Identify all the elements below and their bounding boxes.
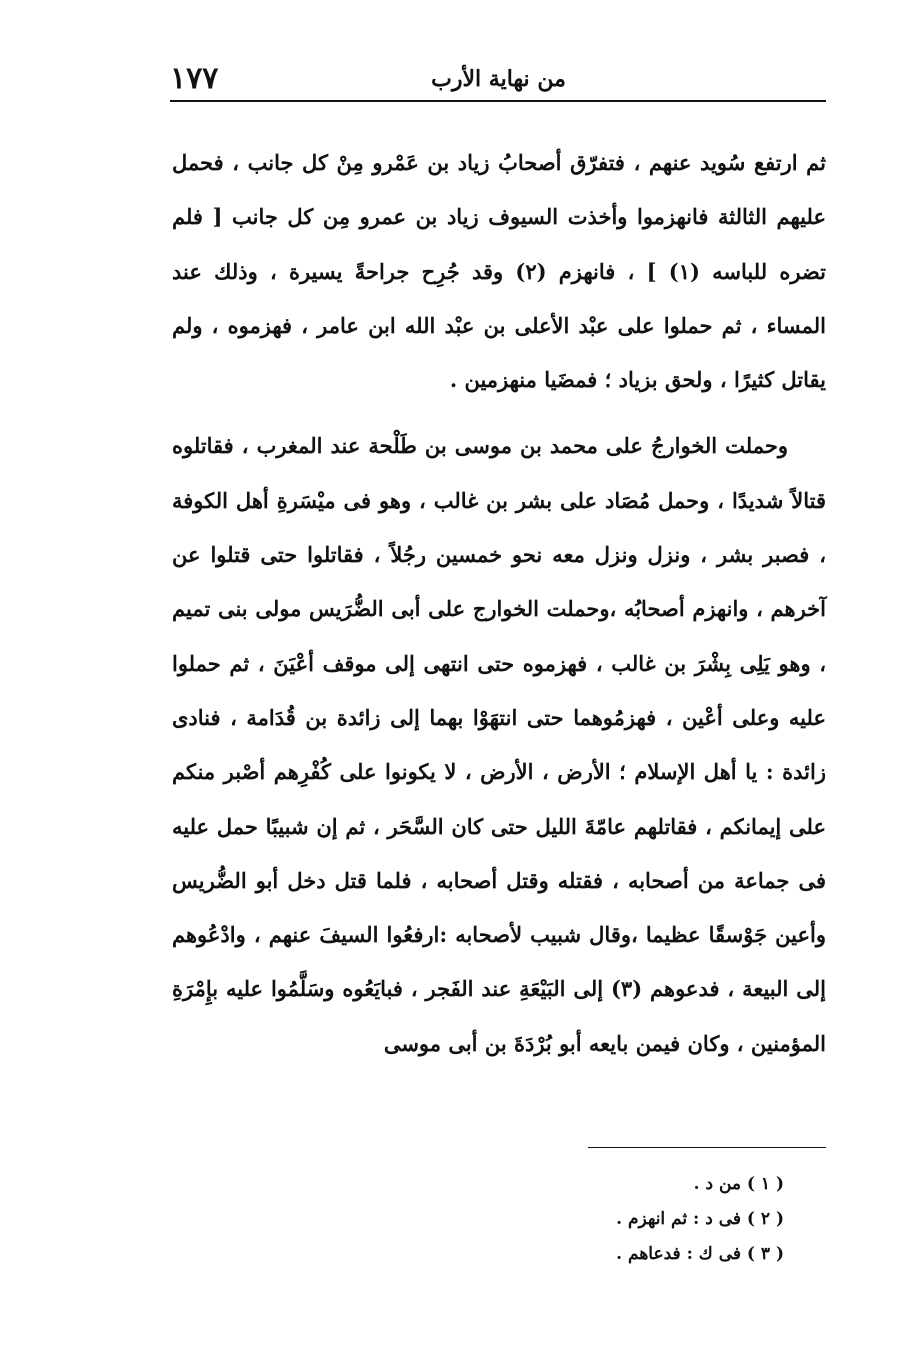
- page-header: [170, 62, 827, 96]
- body-text: [172, 136, 826, 1071]
- footnotes: [520, 1167, 784, 1272]
- page-number: ١٧٧: [170, 61, 219, 96]
- paragraph: وحملت الخوارجُ على محمد بن موسى بن طَلْحة عند المغرب ، فقاتلوه قتالاً شديدًا ، وحمل مُصَاد على بشر بن غالب ، وهو فى ميْسَرةِ أهل الكوفة ، فصبر بشر ، ونزل ونزل معه نحو خمسين رجُلاً ، فقاتلوا حتى قتلوا عن آخرهم ، وانهزم أصحابُه ،وحملت الخوارج على أبى الضُّرَيس مولى بنى تميم ، وهو يَلِى بِشْرَ بن غالب ، فهزموه حتى انتهى إلى موقف أعْيَنَ ، ثم حملوا عليه وعلى أعْين ، فهزمُوهما حتى انتهَوْا بهما إلى زائدة بن قُدَامة ، فنادى زائدة : يا أهل الإسلام ؛ الأرض ، الأرض ، لا يكونوا على كُفْرِهم أصْبر منكم على إيمانكم ، فقاتلهم عامّةَ الليل حتى كان السَّحَر ، ثم إن شبيبًا حمل عليه فى جماعة من أصحابه ، فقتله وقتل أصحابه ، فلما قتل دخل أبو الضُّريس وأعين جَوْسقًا عظيما ،وقال شبيب لأصحابه :ارفعُوا السيفَ عنهم ، وادْعُوهم إلى البيعة ، فدعوهم (٣) إلى البَيْعَةِ عند الفَجر ، فبايَعُوه وسَلَّمُوا عليه بإِمْرَةِ المؤمنين ، وكان فيمن بايعه أبو بُرْدَةَ بن أبى موسى: [172, 433, 827, 1056]
- footnote: ( ٣ ) فى ك : فدعاهم .: [616, 1244, 784, 1264]
- paragraph: ثم ارتفع سُويد عنهم ، فتفرّق أصحابُ زياد بن عَمْرو مِنْ كل جانب ، فحمل عليهم الثالثة فانهزموا وأخذت السيوف زياد بن عمرو مِن كل جانب [ فلم تضره للباسه (١) ] ، فانهزم (٢) وقد جُرِح جراحةً يسيرة ، وذلك عند المساء ، ثم حملوا على عبْد الأعلى بن عبْد الله ابن عامر ، فهزموه ، ولم يقاتل كثيرًا ، ولحق بزياد ؛ فمضَيا منهزمين .: [172, 150, 826, 393]
- footnote: ( ٢ ) فى د : ثم انهزم .: [616, 1209, 784, 1229]
- running-title: من نهاية الأرب: [431, 66, 566, 92]
- footnote-separator: [588, 1147, 826, 1148]
- footnote: ( ١ ) من د .: [693, 1174, 784, 1194]
- header-rule: [170, 100, 826, 102]
